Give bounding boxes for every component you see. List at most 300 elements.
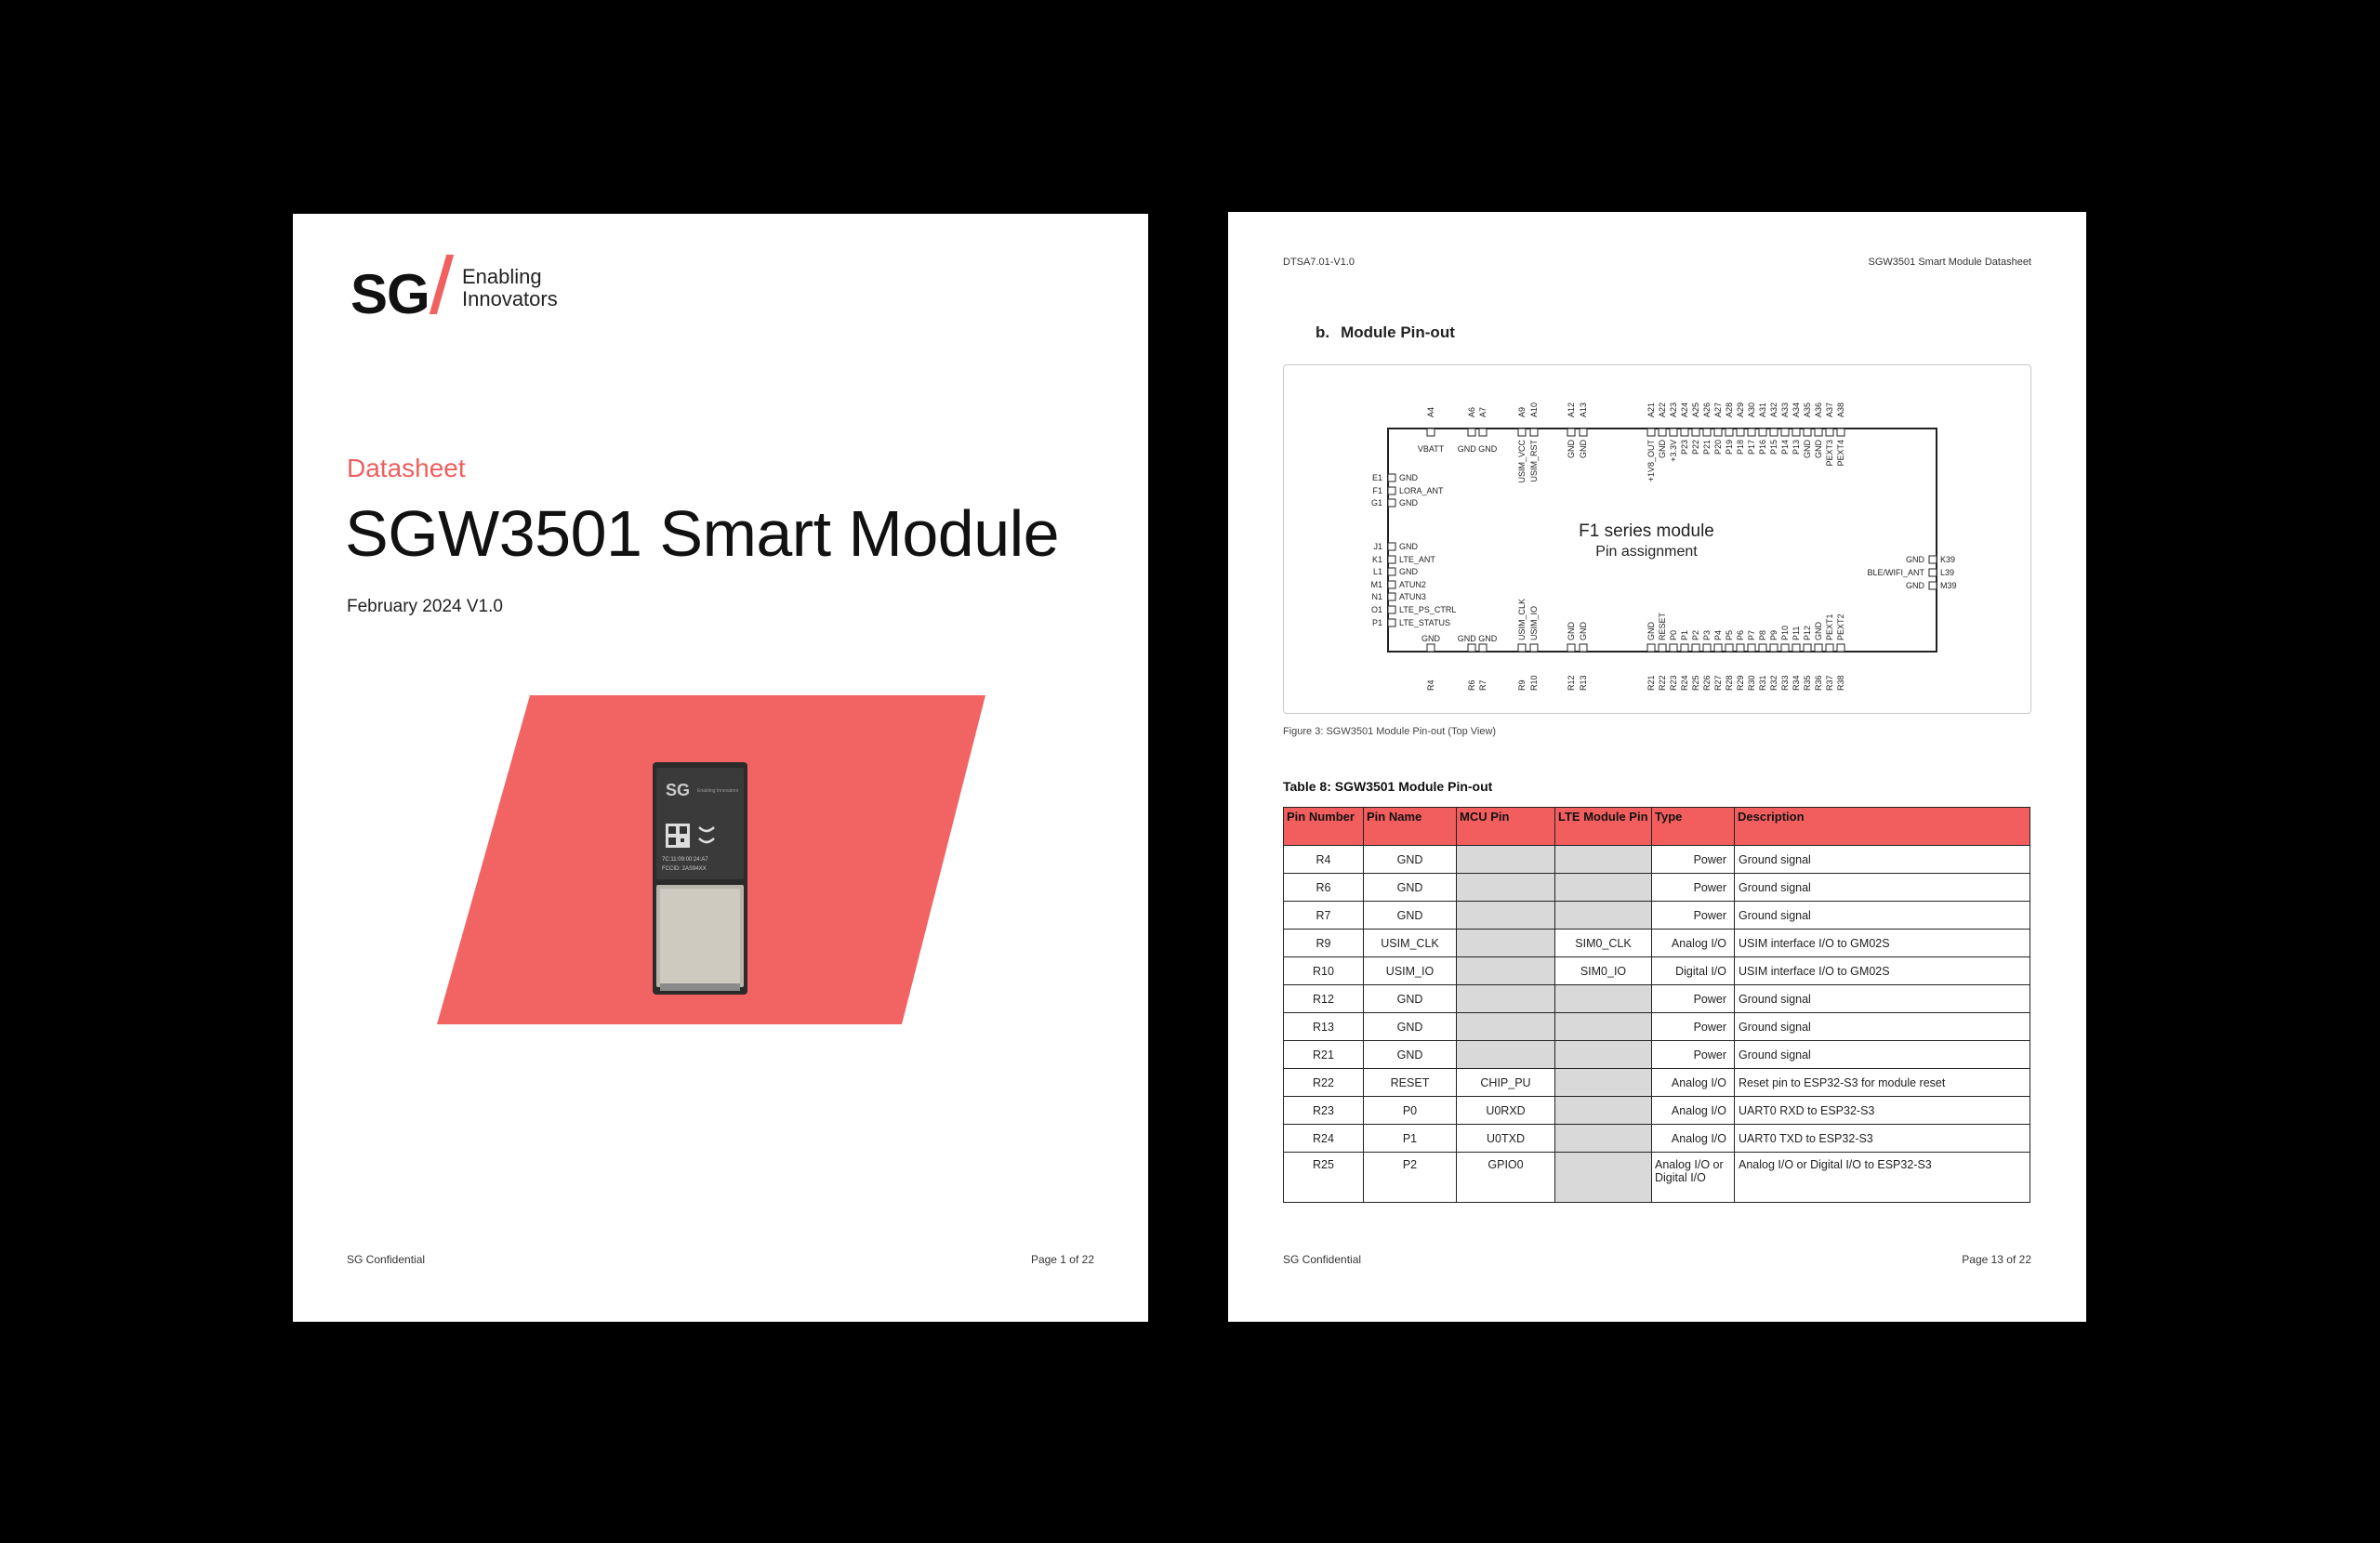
cell-mcu-pin: U0TXD xyxy=(1457,1125,1555,1153)
pin-id-bottom: R9 xyxy=(1517,679,1527,691)
pin-pad xyxy=(1792,644,1800,652)
pin-name-top: P13 xyxy=(1792,440,1801,455)
pin-id-bottom: R30 xyxy=(1747,675,1756,691)
pin-pad xyxy=(1748,644,1755,652)
cell-pin-number: R10 xyxy=(1284,957,1364,985)
cell-type: Analog I/O xyxy=(1652,930,1735,957)
pin-name-bottom: USIM_IO xyxy=(1529,605,1539,640)
pin-name-top: P23 xyxy=(1680,440,1689,455)
cell-pin-name: GND xyxy=(1364,985,1457,1013)
table-row xyxy=(1284,874,2030,902)
cell-pin-name: GND xyxy=(1364,874,1457,902)
pin-pad xyxy=(1929,556,1937,563)
pin-id-bottom: R37 xyxy=(1825,675,1834,691)
pin-pad xyxy=(1703,644,1711,652)
cell-lte-pin xyxy=(1555,1013,1652,1041)
cover-date: February 2024 V1.0 xyxy=(347,597,503,616)
cell-pin-number: R25 xyxy=(1284,1153,1364,1203)
pin-name-top: P18 xyxy=(1736,440,1745,455)
figure-caption: Figure 3: SGW3501 Module Pin-out (Top View) xyxy=(1283,726,1497,737)
pin-id-top: A25 xyxy=(1691,402,1700,417)
pin-id-bottom: R33 xyxy=(1780,675,1790,691)
pin-name-bottom: P5 xyxy=(1725,629,1734,640)
pinout-diagram xyxy=(1284,365,2030,713)
pin-name-top: P22 xyxy=(1691,440,1700,455)
pin-pad xyxy=(1714,644,1722,652)
pin-name-top: GND xyxy=(1814,440,1823,458)
pin-id-bottom: R12 xyxy=(1567,675,1576,691)
pin-pad xyxy=(1647,644,1655,652)
cell-lte-pin xyxy=(1555,1041,1652,1069)
pin-id-top: A22 xyxy=(1658,402,1667,417)
cell-pin-name: USIM_CLK xyxy=(1364,930,1457,957)
pin-id-bottom: R24 xyxy=(1680,675,1689,691)
cell-pin-number: R23 xyxy=(1284,1097,1364,1125)
pin-name-left: LORA_ANT xyxy=(1399,486,1444,495)
pin-name-left: ATUN2 xyxy=(1399,580,1426,589)
inner-page-number: Page 13 of 22 xyxy=(1962,1253,2031,1266)
pin-id-top: A23 xyxy=(1669,402,1678,417)
cell-lte-pin xyxy=(1555,1069,1652,1097)
cell-description: Ground signal xyxy=(1735,1013,2030,1041)
table-row xyxy=(1284,1041,2030,1069)
cell-mcu-pin xyxy=(1457,874,1555,902)
cell-type: Analog I/O xyxy=(1652,1097,1735,1125)
pin-name-top: GND GND xyxy=(1457,444,1498,454)
cell-mcu-pin xyxy=(1457,902,1555,930)
table-header-row xyxy=(1284,808,2030,846)
col-pin-name: Pin Name xyxy=(1364,808,1457,846)
cell-type: Digital I/O xyxy=(1652,957,1735,985)
table-row xyxy=(1284,902,2030,930)
pin-pad xyxy=(1427,644,1435,652)
cell-lte-pin: SIM0_IO xyxy=(1555,957,1652,985)
pin-name-bottom: P9 xyxy=(1769,629,1778,640)
pin-name-top: GND xyxy=(1567,440,1576,458)
pin-name-top: P20 xyxy=(1713,440,1723,455)
cell-pin-number: R4 xyxy=(1284,846,1364,874)
pin-pad xyxy=(1815,429,1822,436)
cell-description: Ground signal xyxy=(1735,902,2030,930)
pin-name-bottom: P6 xyxy=(1736,629,1745,640)
cell-description: Analog I/O or Digital I/O to ESP32-S3 xyxy=(1735,1153,2030,1203)
pin-name-top: PEXT4 xyxy=(1836,440,1845,467)
pin-name-top: GND xyxy=(1579,440,1588,458)
pin-id-top: A30 xyxy=(1747,402,1756,417)
pin-pad xyxy=(1681,429,1688,436)
col-type: Type xyxy=(1652,808,1735,846)
cell-description: Reset pin to ESP32-S3 for module reset xyxy=(1735,1069,2030,1097)
pin-id-top: A37 xyxy=(1825,402,1834,417)
pin-pad xyxy=(1479,429,1487,436)
pin-name-left: GND xyxy=(1399,542,1418,551)
pin-pad xyxy=(1530,429,1538,436)
pin-id-top: A29 xyxy=(1736,402,1745,417)
pin-name-right: GND xyxy=(1906,555,1924,564)
cell-description: Ground signal xyxy=(1735,1041,2030,1069)
pin-name-bottom: USIM_CLK xyxy=(1517,598,1527,640)
col-lte-pin: LTE Module Pin xyxy=(1555,808,1652,846)
cell-description: Ground signal xyxy=(1735,874,2030,902)
pin-id-top: A35 xyxy=(1803,402,1812,417)
pin-pad xyxy=(1737,644,1744,652)
pin-name-top: GND xyxy=(1658,440,1667,458)
pin-id-bottom: R26 xyxy=(1702,675,1712,691)
pin-id-bottom: R31 xyxy=(1758,675,1767,691)
cell-lte-pin xyxy=(1555,1125,1652,1153)
pin-pad xyxy=(1714,429,1722,436)
col-mcu-pin: MCU Pin xyxy=(1457,808,1555,846)
pin-name-left: LTE_PS_CTRL xyxy=(1399,605,1457,614)
pin-id-left: N1 xyxy=(1371,592,1382,601)
pin-pad xyxy=(1692,644,1699,652)
table-row xyxy=(1284,846,2030,874)
pin-pad xyxy=(1726,429,1733,436)
pin-pad xyxy=(1580,644,1587,652)
pin-name-bottom: PEXT2 xyxy=(1836,613,1845,640)
pin-name-bottom: GND xyxy=(1814,622,1823,640)
pin-pad xyxy=(1670,429,1677,436)
pin-name-bottom: P3 xyxy=(1702,629,1712,640)
module-label-mark: SG xyxy=(666,781,691,799)
cell-description: UART0 RXD to ESP32-S3 xyxy=(1735,1097,2030,1125)
pin-pad xyxy=(1388,606,1395,613)
table-row xyxy=(1284,1125,2030,1153)
pin-id-bottom: R32 xyxy=(1769,675,1778,691)
pin-pad xyxy=(1815,644,1822,652)
pin-id-top: A32 xyxy=(1769,402,1778,417)
pin-id-bottom: R23 xyxy=(1669,675,1678,691)
col-description: Description xyxy=(1735,808,2030,846)
pin-pad xyxy=(1388,543,1395,550)
cell-mcu-pin xyxy=(1457,930,1555,957)
pinout-figure xyxy=(1283,364,2031,714)
pin-id-bottom: R34 xyxy=(1792,675,1801,691)
cell-lte-pin xyxy=(1555,1097,1652,1125)
pin-pad xyxy=(1670,644,1677,652)
cell-type: Analog I/O xyxy=(1652,1069,1735,1097)
pin-pad xyxy=(1837,429,1844,436)
cell-pin-name: USIM_IO xyxy=(1364,957,1457,985)
pin-name-left: LTE_STATUS xyxy=(1399,618,1451,627)
pin-pad xyxy=(1929,582,1937,589)
pin-pad xyxy=(1388,581,1395,588)
pin-pad xyxy=(1748,429,1755,436)
pin-pad xyxy=(1647,429,1655,436)
cell-lte-pin xyxy=(1555,902,1652,930)
cell-pin-name: GND xyxy=(1364,846,1457,874)
pin-name-top: USIM_RST xyxy=(1529,440,1539,482)
section-title: Module Pin-out xyxy=(1341,323,1455,341)
pin-name-bottom: P4 xyxy=(1713,629,1723,640)
cell-description: USIM interface I/O to GM02S xyxy=(1735,957,2030,985)
cell-type: Analog I/O or Digital I/O xyxy=(1652,1153,1735,1203)
pin-id-top: A33 xyxy=(1780,402,1790,417)
module-photo-icon xyxy=(653,762,747,995)
cell-mcu-pin xyxy=(1457,846,1555,874)
module-label-tag: Enabling Innovators xyxy=(697,788,739,794)
logo-tagline-line1: Enabling xyxy=(462,265,542,288)
pin-name-left: GND xyxy=(1399,567,1418,576)
pin-id-bottom: R21 xyxy=(1646,675,1656,691)
pin-pad xyxy=(1681,644,1688,652)
pin-id-left: O1 xyxy=(1370,605,1382,614)
pin-id-bottom: R28 xyxy=(1725,675,1734,691)
pin-id-bottom: R27 xyxy=(1713,675,1723,691)
cell-lte-pin xyxy=(1555,874,1652,902)
pin-id-left: E1 xyxy=(1371,473,1382,482)
pin-pad xyxy=(1518,644,1526,652)
pin-pad xyxy=(1468,644,1475,652)
pin-id-bottom: R25 xyxy=(1691,675,1700,691)
section-heading xyxy=(1316,323,1455,342)
pin-name-bottom: RESET xyxy=(1658,612,1667,640)
cell-mcu-pin: U0RXD xyxy=(1457,1097,1555,1125)
pin-name-left: LTE_ANT xyxy=(1399,555,1435,564)
cell-pin-name: GND xyxy=(1364,902,1457,930)
pin-id-top: A27 xyxy=(1713,402,1723,417)
pin-id-top: A31 xyxy=(1758,402,1767,417)
figure-title: F1 series module xyxy=(1579,521,1714,541)
cell-pin-number: R7 xyxy=(1284,902,1364,930)
pin-id-left: J1 xyxy=(1373,542,1382,551)
pin-pad xyxy=(1580,429,1587,436)
pin-pad xyxy=(1388,499,1395,507)
cover-footer-confidential: SG Confidential xyxy=(347,1253,426,1266)
pin-pad xyxy=(1759,644,1766,652)
pin-id-right: M39 xyxy=(1940,581,1957,590)
pin-pad xyxy=(1567,644,1575,652)
pin-name-top: P15 xyxy=(1769,440,1778,455)
pin-name-left: ATUN3 xyxy=(1399,592,1426,601)
pin-name-bottom: GND xyxy=(1579,622,1588,640)
cell-mcu-pin xyxy=(1457,957,1555,985)
table-row xyxy=(1284,957,2030,985)
pin-pad xyxy=(1759,429,1766,436)
pin-pad xyxy=(1792,429,1800,436)
pin-pad xyxy=(1837,644,1844,652)
pin-pad xyxy=(1826,644,1833,652)
cell-mcu-pin xyxy=(1457,1041,1555,1069)
cell-type: Power xyxy=(1652,1013,1735,1041)
pin-name-top: P21 xyxy=(1702,440,1712,455)
table-row xyxy=(1284,1069,2030,1097)
inner-footer-confidential: SG Confidential xyxy=(1283,1253,1362,1266)
pin-id-left: K1 xyxy=(1371,555,1382,564)
cell-type: Power xyxy=(1652,902,1735,930)
logo-tagline xyxy=(462,266,558,310)
hero-image xyxy=(437,688,995,1032)
pin-id-top: A36 xyxy=(1814,402,1823,417)
pin-pad xyxy=(1929,569,1937,576)
pin-name-top: VBATT xyxy=(1417,444,1445,454)
cell-pin-number: R22 xyxy=(1284,1069,1364,1097)
pin-id-bottom: R13 xyxy=(1579,675,1588,691)
pin-id-top: A34 xyxy=(1792,402,1801,417)
pin-pad xyxy=(1770,644,1778,652)
pinout-table xyxy=(1283,807,2030,1203)
cell-type: Power xyxy=(1652,985,1735,1013)
pin-id-top: A9 xyxy=(1517,406,1527,417)
pin-name-bottom: P11 xyxy=(1792,626,1801,640)
pin-pad xyxy=(1388,474,1395,481)
pin-id-right: K39 xyxy=(1940,555,1956,564)
doc-type-label: Datasheet xyxy=(347,454,466,482)
cover-page-number: Page 1 of 22 xyxy=(1030,1253,1094,1266)
pin-id-right: L39 xyxy=(1940,568,1955,577)
cell-pin-name: P1 xyxy=(1364,1125,1457,1153)
pin-pad xyxy=(1530,644,1538,652)
pin-id-left: F1 xyxy=(1372,486,1382,495)
cell-pin-name: P2 xyxy=(1364,1153,1457,1203)
pin-name-bottom: P12 xyxy=(1803,625,1812,640)
pin-name-bottom: P10 xyxy=(1780,625,1790,640)
cell-description: USIM interface I/O to GM02S xyxy=(1735,930,2030,957)
table-row xyxy=(1284,1013,2030,1041)
pin-name-bottom: GND xyxy=(1646,622,1656,640)
pin-id-bottom: R6 xyxy=(1467,679,1476,691)
pin-id-left: P1 xyxy=(1371,618,1382,627)
logo-slash-icon xyxy=(430,255,454,314)
cell-pin-name: P0 xyxy=(1364,1097,1457,1125)
pin-pad xyxy=(1388,593,1395,600)
table-row xyxy=(1284,930,2030,957)
pin-name-bottom: P8 xyxy=(1758,629,1767,640)
pin-id-top: A13 xyxy=(1579,402,1588,417)
pin-pad xyxy=(1518,429,1526,436)
cell-mcu-pin: GPIO0 xyxy=(1457,1153,1555,1203)
pin-id-bottom: R22 xyxy=(1658,675,1667,691)
pin-pad xyxy=(1770,429,1778,436)
cover-page xyxy=(293,214,1148,1322)
pin-pad xyxy=(1479,644,1487,652)
cell-description: Ground signal xyxy=(1735,846,2030,874)
pin-id-top: A10 xyxy=(1529,402,1539,417)
cover-title: SGW3501 Smart Module xyxy=(345,497,1060,570)
pin-id-top: A4 xyxy=(1426,406,1435,417)
pin-pad xyxy=(1826,429,1833,436)
pin-name-bottom: GND GND xyxy=(1457,634,1498,643)
pin-name-bottom: P0 xyxy=(1669,629,1678,640)
pin-pad xyxy=(1804,644,1811,652)
pin-name-bottom: GND xyxy=(1567,622,1576,640)
cell-mcu-pin xyxy=(1457,985,1555,1013)
pin-name-top: PEXT3 xyxy=(1825,440,1834,467)
pin-name-top: P14 xyxy=(1780,440,1790,455)
pin-pad xyxy=(1737,429,1744,436)
cell-description: Ground signal xyxy=(1735,985,2030,1013)
pin-id-bottom: R35 xyxy=(1803,675,1812,691)
cell-pin-name: GND xyxy=(1364,1013,1457,1041)
pin-name-top: +1V8_OUT xyxy=(1646,440,1656,482)
cell-pin-number: R12 xyxy=(1284,985,1364,1013)
pin-id-top: A38 xyxy=(1836,402,1845,417)
pin-pad xyxy=(1659,644,1666,652)
cell-pin-number: R21 xyxy=(1284,1041,1364,1069)
pin-pad xyxy=(1726,644,1733,652)
table-row xyxy=(1284,1097,2030,1125)
logo-tagline-line2: Innovators xyxy=(462,287,558,310)
pin-id-bottom: R7 xyxy=(1478,679,1488,691)
cell-description: UART0 TXD to ESP32-S3 xyxy=(1735,1125,2030,1153)
pin-pad xyxy=(1781,644,1789,652)
cell-type: Power xyxy=(1652,874,1735,902)
pin-name-bottom: GND xyxy=(1421,634,1440,643)
cell-mcu-pin: CHIP_PU xyxy=(1457,1069,1555,1097)
pin-id-bottom: R10 xyxy=(1529,675,1539,691)
pin-pad xyxy=(1468,429,1475,436)
section-number: b. xyxy=(1316,323,1330,341)
pin-pad xyxy=(1659,429,1666,436)
pin-name-bottom: P2 xyxy=(1691,629,1700,640)
pin-name-bottom: P7 xyxy=(1747,629,1756,640)
cell-type: Power xyxy=(1652,846,1735,874)
cell-type: Power xyxy=(1652,1041,1735,1069)
pin-id-left: L1 xyxy=(1372,567,1382,576)
cell-pin-number: R24 xyxy=(1284,1125,1364,1153)
pin-id-bottom: R4 xyxy=(1426,679,1435,691)
pin-name-top: USIM_VCC xyxy=(1517,440,1527,483)
pin-pad xyxy=(1781,429,1789,436)
cell-lte-pin xyxy=(1555,985,1652,1013)
pin-name-left: GND xyxy=(1399,498,1418,508)
pin-pad xyxy=(1427,429,1435,436)
pin-id-left: G1 xyxy=(1370,498,1382,508)
cell-pin-name: RESET xyxy=(1364,1069,1457,1097)
cell-pin-number: R13 xyxy=(1284,1013,1364,1041)
pin-pad xyxy=(1388,568,1395,575)
pin-id-left: M1 xyxy=(1370,580,1382,589)
col-pin-number: Pin Number xyxy=(1284,808,1364,846)
doc-running-title: SGW3501 Smart Module Datasheet xyxy=(1868,257,2031,268)
pin-pad xyxy=(1388,619,1395,626)
pin-name-top: P19 xyxy=(1725,440,1734,455)
pin-pad xyxy=(1567,429,1575,436)
pin-id-bottom: R38 xyxy=(1836,675,1845,691)
logo-mark: SG xyxy=(350,263,430,325)
pin-pad xyxy=(1692,429,1699,436)
pin-name-right: GND xyxy=(1906,581,1924,590)
pin-id-top: A21 xyxy=(1646,402,1656,417)
pin-id-top: A26 xyxy=(1702,402,1712,417)
table-row xyxy=(1284,985,2030,1013)
cell-lte-pin: SIM0_CLK xyxy=(1555,930,1652,957)
pin-name-top: P16 xyxy=(1758,440,1767,455)
table-row xyxy=(1284,1153,2030,1203)
pin-name-bottom: PEXT1 xyxy=(1825,613,1834,640)
cell-lte-pin xyxy=(1555,846,1652,874)
pin-id-top: A24 xyxy=(1680,402,1689,417)
cell-pin-number: R6 xyxy=(1284,874,1364,902)
pin-name-bottom: P1 xyxy=(1680,629,1689,640)
pin-id-top: A7 xyxy=(1478,406,1488,417)
pin-name-right: BLE/WIFI_ANT xyxy=(1867,568,1924,577)
table-caption: Table 8: SGW3501 Module Pin-out xyxy=(1283,779,1493,794)
cell-lte-pin xyxy=(1555,1153,1652,1203)
pin-pad xyxy=(1804,429,1811,436)
doc-id: DTSA7.01-V1.0 xyxy=(1283,257,1355,268)
pin-pad xyxy=(1388,487,1395,495)
figure-subtitle: Pin assignment xyxy=(1595,544,1698,560)
pin-pad xyxy=(1388,556,1395,563)
module-label-mac: 7C:11:09:00:24:A7 xyxy=(662,857,708,863)
pin-name-top: GND xyxy=(1803,440,1812,458)
cell-pin-name: GND xyxy=(1364,1041,1457,1069)
pin-name-top: P17 xyxy=(1747,440,1756,455)
datasheet-page-13 xyxy=(1228,212,2086,1322)
cell-pin-number: R9 xyxy=(1284,930,1364,957)
cell-type: Analog I/O xyxy=(1652,1125,1735,1153)
